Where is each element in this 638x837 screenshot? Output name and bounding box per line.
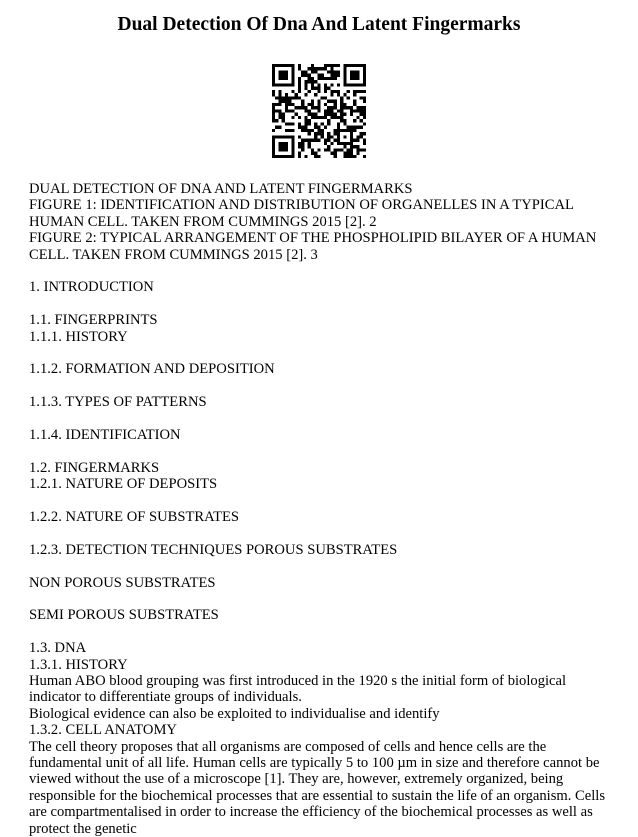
- section-heading: 1. INTRODUCTION: [29, 279, 154, 296]
- section-heading: 1.3. DNA: [29, 640, 87, 657]
- section-heading: 1.2.2. NATURE OF SUBSTRATES: [29, 509, 240, 526]
- section-heading: 1.3.2. CELL ANATOMY: [29, 722, 177, 739]
- toc-line: FIGURE 1: IDENTIFICATION AND DISTRIBUTION OF ORGANELLES IN A TYPICAL: [29, 197, 574, 214]
- section-heading: 1.1. FINGERPRINTS: [29, 312, 158, 329]
- qr-code-icon: [272, 64, 366, 158]
- section-heading: 1.3.1. HISTORY: [29, 656, 128, 673]
- section-heading: 1.1.1. HISTORY: [29, 328, 128, 345]
- toc-line: DUAL DETECTION OF DNA AND LATENT FINGERMARKS: [29, 181, 413, 197]
- toc-line: FIGURE 2: TYPICAL ARRANGEMENT OF THE PHOSPHOLIPID BILAYER OF A HUMAN: [29, 230, 597, 247]
- body-paragraph: The cell theory proposes that all organisms are composed of cells and hence cells are the fundamental unit of all life. Human cells are typically 5 to 100 µm in size and therefore cannot be viewed without the use of a microscope [1]. They are, however, extremely organized, being responsible for the biochemical processes that are essential to sustain the life of an organism. Cells are compartmentalised in order to increase the efficiency of the biochemical processes as well as protect the genetic: [29, 738, 606, 837]
- body-line: Biological evidence can also be exploited to individualise and identify: [29, 705, 440, 722]
- toc-line: CELL. TAKEN FROM CUMMINGS 2015 [2]. 3: [29, 246, 318, 263]
- section-heading: 1.1.4. IDENTIFICATION: [29, 427, 181, 444]
- section-heading: 1.2.3. DETECTION TECHNIQUES POROUS SUBSTRATES: [29, 541, 398, 558]
- section-heading: 1.2.1. NATURE OF DEPOSITS: [29, 476, 218, 493]
- section-heading: NON POROUS SUBSTRATES: [29, 574, 216, 591]
- toc-line: HUMAN CELL. TAKEN FROM CUMMINGS 2015 [2]. 2: [29, 213, 377, 230]
- section-heading: 1.1.3. TYPES OF PATTERNS: [29, 394, 207, 411]
- document-body: [29, 181, 614, 837]
- section-heading: 1.2. FINGERMARKS: [29, 459, 160, 476]
- section-heading: 1.1.2. FORMATION AND DEPOSITION: [29, 361, 275, 378]
- section-heading: SEMI POROUS SUBSTRATES: [29, 607, 219, 624]
- body-paragraph: Human ABO blood grouping was first introduced in the 1920 s the initial form of biological indicator to differentiate groups of individuals.: [29, 673, 567, 706]
- document-title: Dual Detection Of Dna And Latent Fingermarks: [117, 14, 521, 35]
